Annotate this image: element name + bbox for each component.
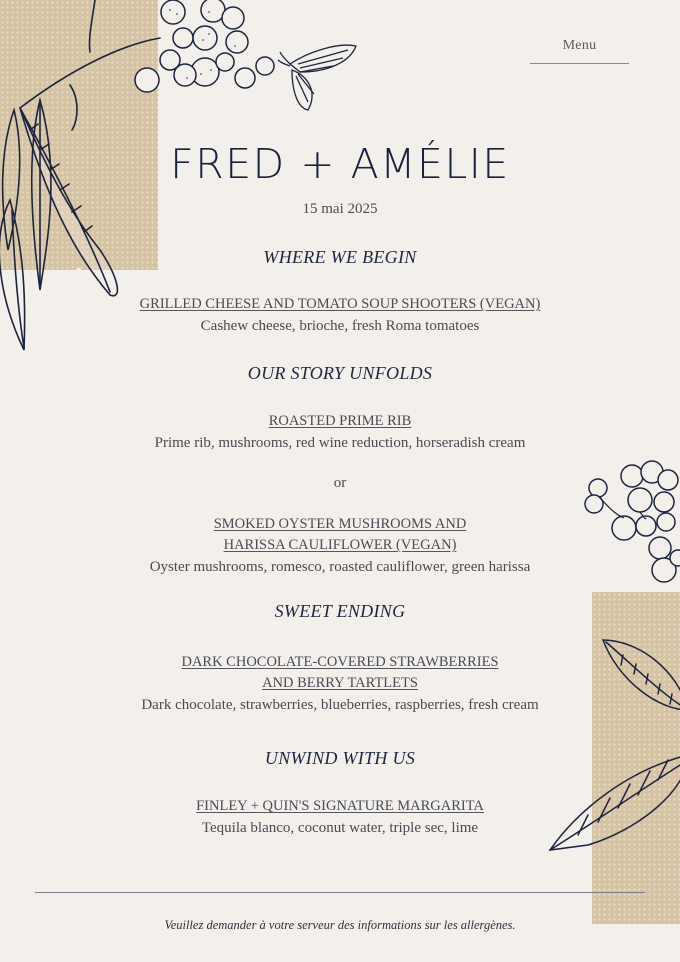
section-heading-our-story-unfolds: OUR STORY UNFOLDS <box>247 363 433 383</box>
dish-description: Cashew cheese, brioche, fresh Roma tomatoes <box>200 318 480 334</box>
berry-cluster-icon <box>125 0 285 100</box>
dish-description: Prime rib, mushrooms, red wine reduction, horseradish cream <box>154 435 526 451</box>
dish-oyster-mushrooms <box>0 514 680 578</box>
allergen-note: Veuillez demander à votre serveur des informations sur les allergènes. <box>164 918 516 932</box>
dish-name[interactable]: GRILLED CHEESE AND TOMATO SOUP SHOOTERS (VEGAN) <box>139 296 541 312</box>
dish-name[interactable]: DARK CHOCOLATE-COVERED STRAWBERRIES AND BERRY TARTLETS <box>181 654 499 691</box>
section-heading-unwind-with-us: UNWIND WITH US <box>264 748 416 768</box>
dish-grilled-cheese <box>0 294 680 337</box>
dish-description: Oyster mushrooms, romesco, roasted cauliflower, green harissa <box>149 559 531 575</box>
butterfly-icon <box>278 42 358 112</box>
dish-name[interactable]: FINLEY + QUIN'S SIGNATURE MARGARITA <box>196 798 484 814</box>
dish-name[interactable]: SMOKED OYSTER MUSHROOMS AND HARISSA CAULIFLOWER (VEGAN) <box>213 516 467 553</box>
event-date: 15 mai 2025 <box>302 201 378 217</box>
dish-margarita <box>0 796 680 839</box>
footer-divider <box>35 892 645 893</box>
dish-name[interactable]: ROASTED PRIME RIB <box>268 413 412 429</box>
section-heading-where-we-begin: WHERE WE BEGIN <box>263 247 417 267</box>
section-heading-sweet-ending: SWEET ENDING <box>274 601 406 621</box>
page-title: FRED + AMÉLIE <box>170 140 510 188</box>
dish-description: Tequila blanco, coconut water, triple sec, lime <box>201 820 479 836</box>
dish-description: Dark chocolate, strawberries, blueberries, raspberries, fresh cream <box>141 697 539 713</box>
dish-chocolate-strawberries <box>0 652 680 716</box>
or-separator: or <box>333 475 347 491</box>
dish-prime-rib <box>0 411 680 454</box>
menu-link[interactable]: Menu <box>530 38 629 64</box>
